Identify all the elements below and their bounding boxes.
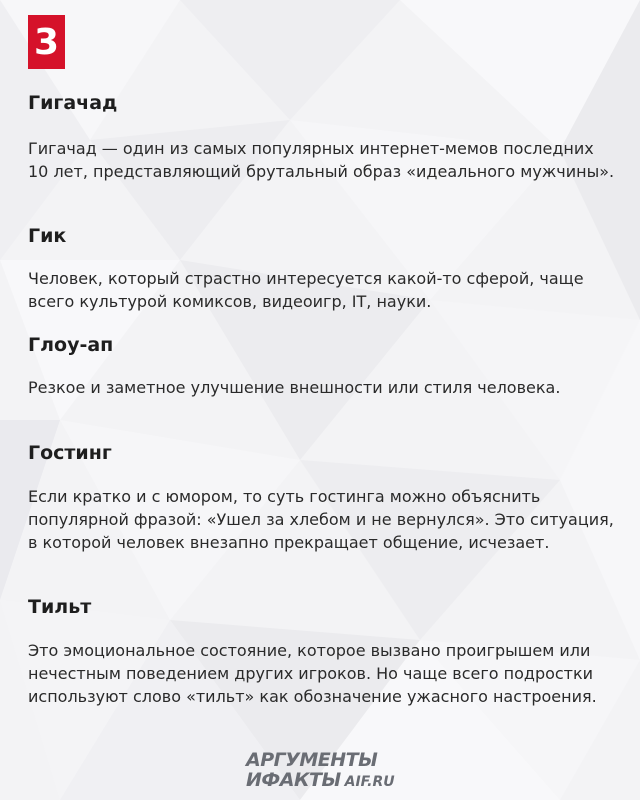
term-heading: Гостинг xyxy=(28,442,112,464)
term-definition: Резкое и заметное улучшение внешности или стиля человека. xyxy=(28,378,561,397)
logo-domain: AIF.RU xyxy=(344,774,395,790)
term-definition: Это эмоциональное состояние, которое вызвано проигрышем или нечестным поведением других игроков. Но чаще всего подростки используют слово «тильт» как обозначение ужасного настроения. xyxy=(28,641,597,706)
aif-logo xyxy=(246,750,395,792)
logo-line-2: ИФАКТЫ xyxy=(246,769,341,791)
term-heading: Гик xyxy=(28,225,67,247)
term-heading: Глоу-ап xyxy=(28,334,114,356)
term-definition: Если кратко и с юмором, то суть гостинга можно объяснить популярной фразой: «Ушел за хлебом и не вернулся». Это ситуация, в которой человек внезапно прекращает общение, исчезает. xyxy=(28,487,614,552)
term-definition: Человек, который страстно интересуется какой-то сферой, чаще всего культурой комиксов, видеоигр, IT, науки. xyxy=(28,269,584,311)
term-heading: Тильт xyxy=(28,596,92,618)
item-number-badge: 3 xyxy=(28,15,65,69)
term-heading: Гигачад xyxy=(28,92,118,114)
logo-line-1: АРГУМЕНТЫ xyxy=(246,749,378,771)
term-definition: Гигачад — один из самых популярных интернет-мемов последних 10 лет, представляющий брутальный образ «идеального мужчины». xyxy=(28,139,615,181)
